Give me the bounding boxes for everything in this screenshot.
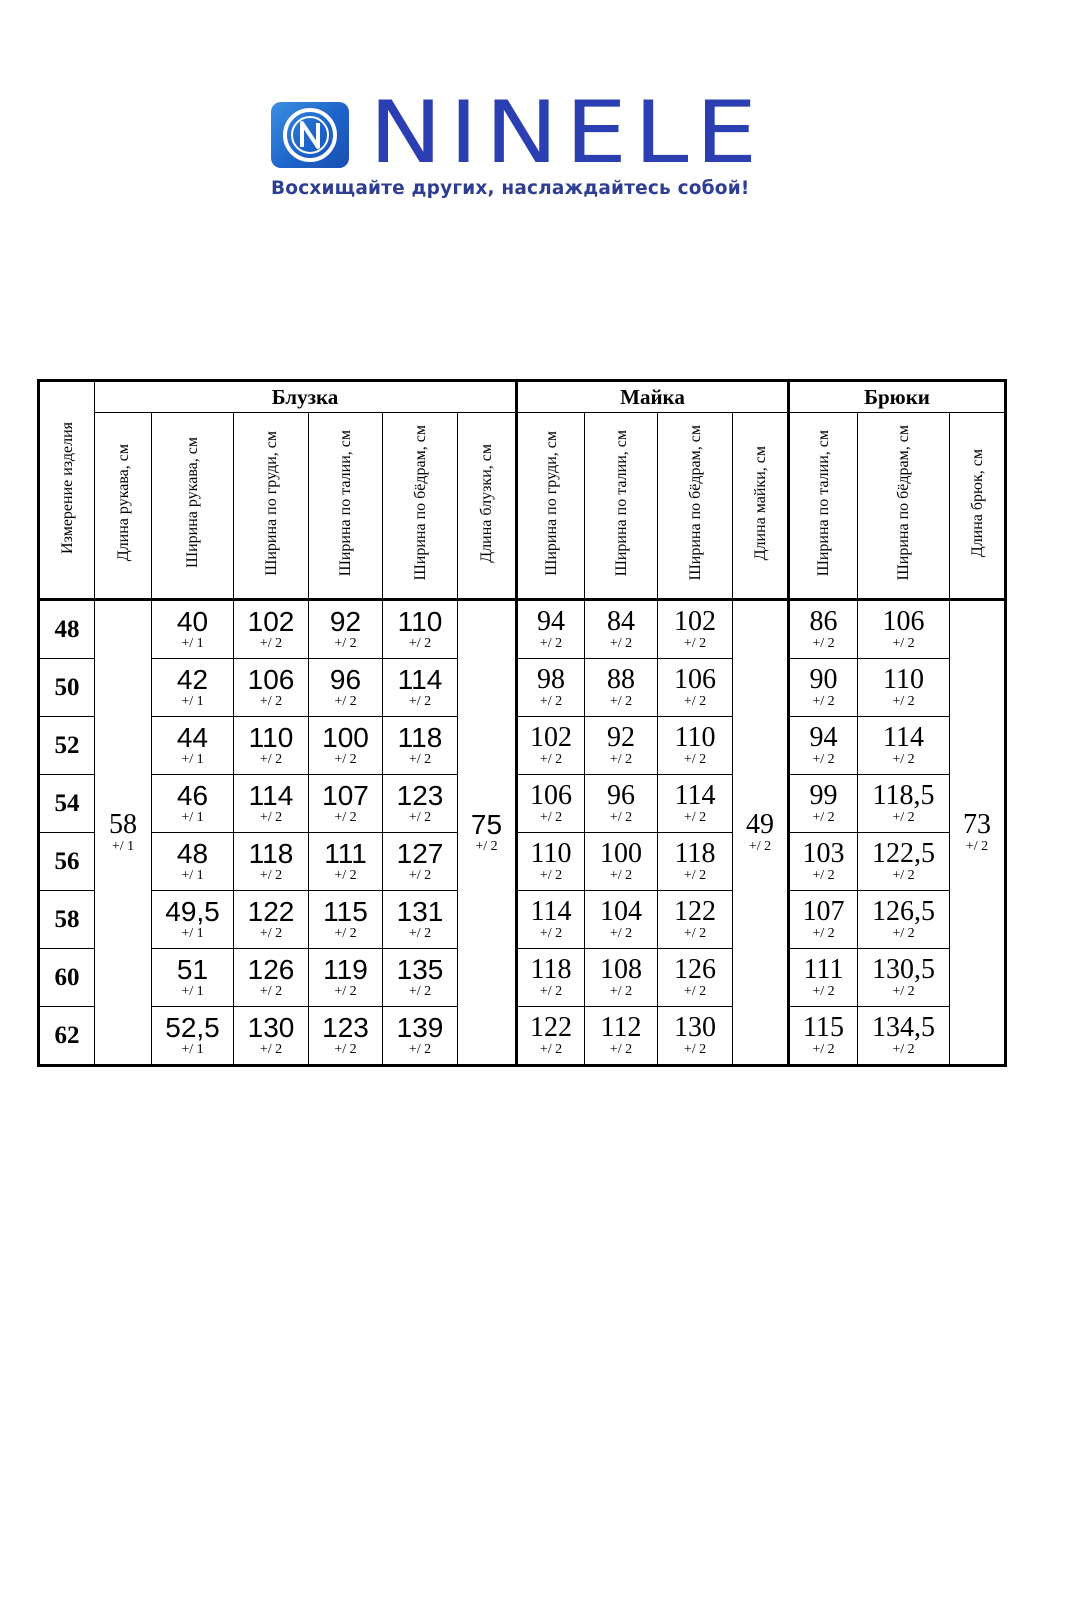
cell-t_waist — [585, 600, 658, 659]
cell-sleeve_w — [152, 833, 234, 891]
size-cell: 60 — [39, 949, 95, 1007]
cell-value: 84 — [607, 606, 635, 637]
cell-value: 46 — [176, 780, 209, 811]
cell-b_hips — [383, 659, 458, 717]
cell-tolerance: +/ 2 — [334, 926, 357, 941]
cell-value: 110 — [674, 722, 716, 753]
cell-t_chest — [517, 1007, 585, 1066]
cell-value: 102 — [530, 722, 572, 753]
cell-sleeve_w — [152, 775, 234, 833]
cell-value: 106 — [247, 664, 295, 695]
cell-tolerance: +/ 2 — [334, 810, 357, 825]
cell-value: 75 — [470, 809, 503, 840]
cell-t_hips — [658, 717, 733, 775]
cell-b_hips — [383, 833, 458, 891]
cell-p_waist — [789, 659, 858, 717]
cell-tolerance: +/ 2 — [334, 752, 357, 767]
cell-value: 52,5 — [165, 1012, 220, 1043]
cell-value: 104 — [600, 896, 642, 927]
cell-tolerance: +/ 2 — [539, 868, 563, 883]
table-row — [39, 775, 1006, 833]
col-blouse-sleeve-length: Длина рукава, см — [95, 413, 152, 600]
cell-tolerance: +/ 2 — [892, 926, 915, 941]
cell-tolerance: +/ 2 — [609, 926, 633, 941]
cell-tolerance: +/ 2 — [812, 694, 835, 709]
cell-tolerance: +/ 2 — [539, 636, 563, 651]
cell-value: 123 — [396, 780, 444, 811]
cell-t_chest — [517, 600, 585, 659]
cell-value: 114 — [248, 780, 294, 811]
size-cell: 62 — [39, 1007, 95, 1066]
size-chart-table — [37, 379, 1007, 1067]
cell-value: 126,5 — [872, 896, 935, 927]
cell-p_hips — [858, 659, 950, 717]
cell-b_waist — [309, 775, 383, 833]
cell-tolerance: +/ 2 — [892, 810, 915, 825]
size-cell: 52 — [39, 717, 95, 775]
cell-b_waist — [309, 659, 383, 717]
cell-sleeve_w — [152, 659, 234, 717]
cell-value: 99 — [809, 780, 838, 811]
cell-value: 100 — [600, 838, 642, 869]
size-cell: 58 — [39, 891, 95, 949]
col-blouse-waist: Ширина по талии, см — [309, 413, 383, 600]
cell-value: 98 — [537, 664, 565, 695]
cell-tolerance: +/ 2 — [408, 752, 432, 767]
cell-value: 107 — [322, 780, 369, 811]
cell-value: 135 — [396, 954, 444, 985]
brand-wordmark: NINELE — [369, 83, 765, 183]
col-tank-hips: Ширина по бёдрам, см — [658, 413, 733, 600]
col-blouse-sleeve-width: Ширина рукава, см — [152, 413, 234, 600]
cell-tolerance: +/ 2 — [892, 636, 915, 651]
cell-tolerance: +/ 2 — [609, 752, 633, 767]
cell-value: 122 — [530, 1012, 572, 1043]
cell-tolerance: +/ 2 — [609, 810, 633, 825]
cell-b_chest — [234, 600, 309, 659]
cell-p_hips — [858, 1007, 950, 1066]
cell-value: 130,5 — [872, 954, 935, 985]
cell-tolerance: +/ 2 — [408, 926, 432, 941]
cell-tolerance: +/ 2 — [892, 868, 915, 883]
cell-tolerance: +/ 2 — [539, 926, 563, 941]
cell-tolerance: +/ 2 — [609, 636, 633, 651]
col-tank-waist: Ширина по талии, см — [585, 413, 658, 600]
cell-tolerance: +/ 2 — [259, 752, 283, 767]
cell-t_chest — [517, 775, 585, 833]
cell-value: 92 — [329, 606, 362, 637]
cell-t_waist — [585, 659, 658, 717]
cell-tolerance: +/ 2 — [683, 810, 707, 825]
cell-t_waist — [585, 891, 658, 949]
cell-tolerance: +/ 1 — [181, 752, 204, 767]
col-tank-length: Длина майки, см — [733, 413, 789, 600]
cell-tolerance: +/ 2 — [609, 868, 633, 883]
cell-b_chest — [234, 659, 309, 717]
cell-t_hips — [658, 659, 733, 717]
cell-value: 114 — [530, 896, 572, 927]
col-blouse-length: Длина блузки, см — [458, 413, 517, 600]
cell-value: 119 — [323, 954, 368, 985]
cell-value: 103 — [802, 838, 845, 869]
cell-b_waist — [309, 600, 383, 659]
cell-tolerance: +/ 2 — [259, 636, 283, 651]
cell-value: 110 — [248, 722, 294, 753]
cell-t_waist — [585, 1007, 658, 1066]
cell-tolerance: +/ 2 — [683, 694, 707, 709]
size-header: Измерение изделия — [39, 381, 95, 600]
cell-tolerance: +/ 2 — [539, 752, 563, 767]
cell-b_hips — [383, 775, 458, 833]
cell-tolerance: +/ 2 — [334, 868, 357, 883]
merged-tank-length — [733, 600, 789, 1066]
cell-sleeve_w — [152, 949, 234, 1007]
cell-value: 106 — [882, 606, 925, 637]
cell-value: 102 — [674, 606, 716, 637]
cell-value: 111 — [324, 838, 367, 869]
cell-tolerance: +/ 2 — [683, 868, 707, 883]
cell-t_chest — [517, 949, 585, 1007]
cell-b_hips — [383, 891, 458, 949]
cell-t_waist — [585, 717, 658, 775]
cell-tolerance: +/ 2 — [259, 868, 283, 883]
cell-t_chest — [517, 833, 585, 891]
cell-tolerance: +/ 2 — [334, 984, 357, 999]
cell-value: 114 — [883, 722, 924, 753]
size-cell: 56 — [39, 833, 95, 891]
cell-b_waist — [309, 717, 383, 775]
cell-t_waist — [585, 949, 658, 1007]
cell-tolerance: +/ 2 — [475, 839, 498, 854]
group-pants: Брюки — [789, 381, 1006, 413]
cell-value: 51 — [176, 954, 209, 985]
cell-value: 100 — [322, 722, 369, 753]
cell-tolerance: +/ 2 — [892, 694, 915, 709]
cell-tolerance: +/ 2 — [539, 984, 563, 999]
cell-value: 107 — [802, 896, 845, 927]
cell-tolerance: +/ 2 — [892, 1042, 915, 1057]
cell-tolerance: +/ 2 — [748, 839, 772, 854]
cell-p_hips — [858, 775, 950, 833]
group-tank: Майка — [517, 381, 789, 413]
cell-tolerance: +/ 2 — [408, 694, 432, 709]
cell-tolerance: +/ 2 — [408, 1042, 432, 1057]
col-blouse-chest: Ширина по груди, см — [234, 413, 309, 600]
cell-t_waist — [585, 833, 658, 891]
cell-value: 94 — [537, 606, 565, 637]
cell-value: 115 — [803, 1012, 844, 1043]
col-tank-chest: Ширина по груди, см — [517, 413, 585, 600]
col-pants-waist: Ширина по талии, см — [789, 413, 858, 600]
cell-value: 110 — [883, 664, 924, 695]
cell-value: 73 — [963, 809, 991, 840]
cell-tolerance: +/ 2 — [334, 636, 357, 651]
cell-value: 49 — [746, 809, 774, 840]
cell-value: 118,5 — [872, 780, 935, 811]
cell-tolerance: +/ 1 — [181, 868, 204, 883]
group-blouse: Блузка — [95, 381, 517, 413]
cell-tolerance: +/ 2 — [812, 636, 835, 651]
cell-tolerance: +/ 2 — [683, 636, 707, 651]
table-row — [39, 659, 1006, 717]
cell-sleeve_w — [152, 891, 234, 949]
cell-value: 130 — [674, 1012, 716, 1043]
cell-tolerance: +/ 2 — [683, 926, 707, 941]
cell-value: 134,5 — [872, 1012, 935, 1043]
cell-tolerance: +/ 2 — [683, 984, 707, 999]
cell-tolerance: +/ 2 — [812, 810, 835, 825]
cell-p_hips — [858, 949, 950, 1007]
cell-value: 126 — [674, 954, 716, 985]
cell-p_hips — [858, 833, 950, 891]
cell-tolerance: +/ 2 — [408, 636, 432, 651]
cell-tolerance: +/ 2 — [812, 1042, 835, 1057]
cell-tolerance: +/ 1 — [181, 810, 204, 825]
cell-t_hips — [658, 949, 733, 1007]
cell-tolerance: +/ 2 — [539, 1042, 563, 1057]
cell-value: 102 — [247, 606, 295, 637]
cell-value: 118 — [397, 722, 443, 753]
cell-value: 112 — [600, 1012, 642, 1043]
cell-t_hips — [658, 775, 733, 833]
logo-badge-icon — [271, 102, 349, 168]
col-pants-hips: Ширина по бёдрам, см — [858, 413, 950, 600]
cell-tolerance: +/ 2 — [812, 752, 835, 767]
cell-value: 118 — [248, 838, 294, 869]
cell-t_hips — [658, 833, 733, 891]
cell-b_hips — [383, 1007, 458, 1066]
cell-value: 94 — [809, 722, 838, 753]
cell-p_waist — [789, 717, 858, 775]
cell-value: 139 — [396, 1012, 444, 1043]
cell-tolerance: +/ 2 — [683, 1042, 707, 1057]
cell-b_waist — [309, 949, 383, 1007]
cell-value: 127 — [396, 838, 444, 869]
cell-p_hips — [858, 600, 950, 659]
table-row — [39, 891, 1006, 949]
cell-value: 106 — [674, 664, 716, 695]
cell-value: 44 — [176, 722, 209, 753]
cell-sleeve_w — [152, 717, 234, 775]
col-pants-length: Длина брюк, см — [950, 413, 1006, 600]
cell-tolerance: +/ 2 — [812, 868, 835, 883]
cell-value: 49,5 — [165, 896, 220, 927]
cell-tolerance: +/ 2 — [812, 926, 835, 941]
cell-b_hips — [383, 949, 458, 1007]
cell-value: 118 — [674, 838, 716, 869]
cell-b_waist — [309, 1007, 383, 1066]
cell-p_waist — [789, 949, 858, 1007]
cell-t_hips — [658, 1007, 733, 1066]
cell-value: 114 — [674, 780, 716, 811]
merged-blouse-length — [458, 600, 517, 1066]
cell-tolerance: +/ 1 — [181, 1042, 204, 1057]
cell-value: 110 — [397, 606, 443, 637]
cell-value: 122 — [674, 896, 716, 927]
cell-value: 96 — [329, 664, 362, 695]
table-row — [39, 1007, 1006, 1066]
table-row — [39, 717, 1006, 775]
brand-logo — [271, 83, 791, 208]
cell-value: 115 — [323, 896, 368, 927]
size-cell: 54 — [39, 775, 95, 833]
cell-value: 111 — [803, 954, 844, 985]
cell-b_chest — [234, 891, 309, 949]
cell-value: 90 — [809, 664, 838, 695]
cell-tolerance: +/ 1 — [181, 694, 204, 709]
cell-tolerance: +/ 2 — [539, 694, 563, 709]
cell-tolerance: +/ 2 — [334, 694, 357, 709]
cell-value: 110 — [530, 838, 572, 869]
cell-b_chest — [234, 775, 309, 833]
cell-b_waist — [309, 833, 383, 891]
cell-tolerance: +/ 2 — [609, 694, 633, 709]
cell-value: 126 — [247, 954, 295, 985]
cell-tolerance: +/ 1 — [181, 926, 204, 941]
cell-t_chest — [517, 717, 585, 775]
cell-t_hips — [658, 600, 733, 659]
cell-tolerance: +/ 2 — [683, 752, 707, 767]
cell-p_waist — [789, 891, 858, 949]
cell-sleeve_w — [152, 1007, 234, 1066]
cell-value: 88 — [607, 664, 635, 695]
cell-p_waist — [789, 833, 858, 891]
cell-t_waist — [585, 775, 658, 833]
cell-b_chest — [234, 717, 309, 775]
cell-tolerance: +/ 2 — [408, 984, 432, 999]
cell-b_chest — [234, 833, 309, 891]
cell-tolerance: +/ 2 — [334, 1042, 357, 1057]
cell-value: 58 — [109, 809, 137, 840]
table-row — [39, 949, 1006, 1007]
merged-pants-length — [950, 600, 1006, 1066]
cell-value: 114 — [397, 664, 443, 695]
cell-b_waist — [309, 891, 383, 949]
cell-tolerance: +/ 2 — [892, 984, 915, 999]
cell-value: 40 — [176, 606, 209, 637]
cell-tolerance: +/ 2 — [259, 810, 283, 825]
cell-value: 131 — [396, 896, 444, 927]
cell-value: 108 — [600, 954, 642, 985]
cell-tolerance: +/ 2 — [965, 839, 989, 854]
col-blouse-hips: Ширина по бёдрам, см — [383, 413, 458, 600]
cell-value: 118 — [530, 954, 572, 985]
size-cell: 50 — [39, 659, 95, 717]
cell-value: 96 — [607, 780, 635, 811]
cell-tolerance: +/ 2 — [259, 1042, 283, 1057]
cell-value: 122 — [247, 896, 295, 927]
brand-slogan: Восхищайте других, наслаждайтесь собой! — [271, 178, 750, 199]
cell-value: 122,5 — [872, 838, 935, 869]
cell-b_chest — [234, 949, 309, 1007]
cell-t_chest — [517, 659, 585, 717]
cell-tolerance: +/ 2 — [609, 984, 633, 999]
cell-p_waist — [789, 1007, 858, 1066]
cell-t_chest — [517, 891, 585, 949]
cell-tolerance: +/ 1 — [181, 984, 204, 999]
cell-b_chest — [234, 1007, 309, 1066]
cell-p_waist — [789, 600, 858, 659]
cell-b_hips — [383, 717, 458, 775]
cell-value: 92 — [607, 722, 635, 753]
cell-value: 42 — [176, 664, 209, 695]
cell-value: 86 — [809, 606, 838, 637]
cell-p_hips — [858, 891, 950, 949]
cell-tolerance: +/ 2 — [892, 752, 915, 767]
cell-tolerance: +/ 2 — [408, 868, 432, 883]
cell-tolerance: +/ 2 — [259, 984, 283, 999]
cell-tolerance: +/ 2 — [259, 926, 283, 941]
cell-b_hips — [383, 600, 458, 659]
cell-value: 106 — [530, 780, 572, 811]
cell-tolerance: +/ 2 — [539, 810, 563, 825]
cell-tolerance: +/ 2 — [408, 810, 432, 825]
cell-t_hips — [658, 891, 733, 949]
cell-value: 130 — [247, 1012, 295, 1043]
table-row — [39, 600, 1006, 659]
cell-p_hips — [858, 717, 950, 775]
table-row — [39, 833, 1006, 891]
cell-tolerance: +/ 2 — [259, 694, 283, 709]
cell-tolerance: +/ 1 — [111, 839, 135, 854]
cell-p_waist — [789, 775, 858, 833]
size-cell: 48 — [39, 600, 95, 659]
cell-tolerance: +/ 2 — [812, 984, 835, 999]
cell-tolerance: +/ 2 — [609, 1042, 633, 1057]
merged-blouse-sleeve-length — [95, 600, 152, 1066]
cell-value: 123 — [322, 1012, 369, 1043]
cell-sleeve_w — [152, 600, 234, 659]
cell-tolerance: +/ 1 — [181, 636, 204, 651]
cell-value: 48 — [176, 838, 209, 869]
